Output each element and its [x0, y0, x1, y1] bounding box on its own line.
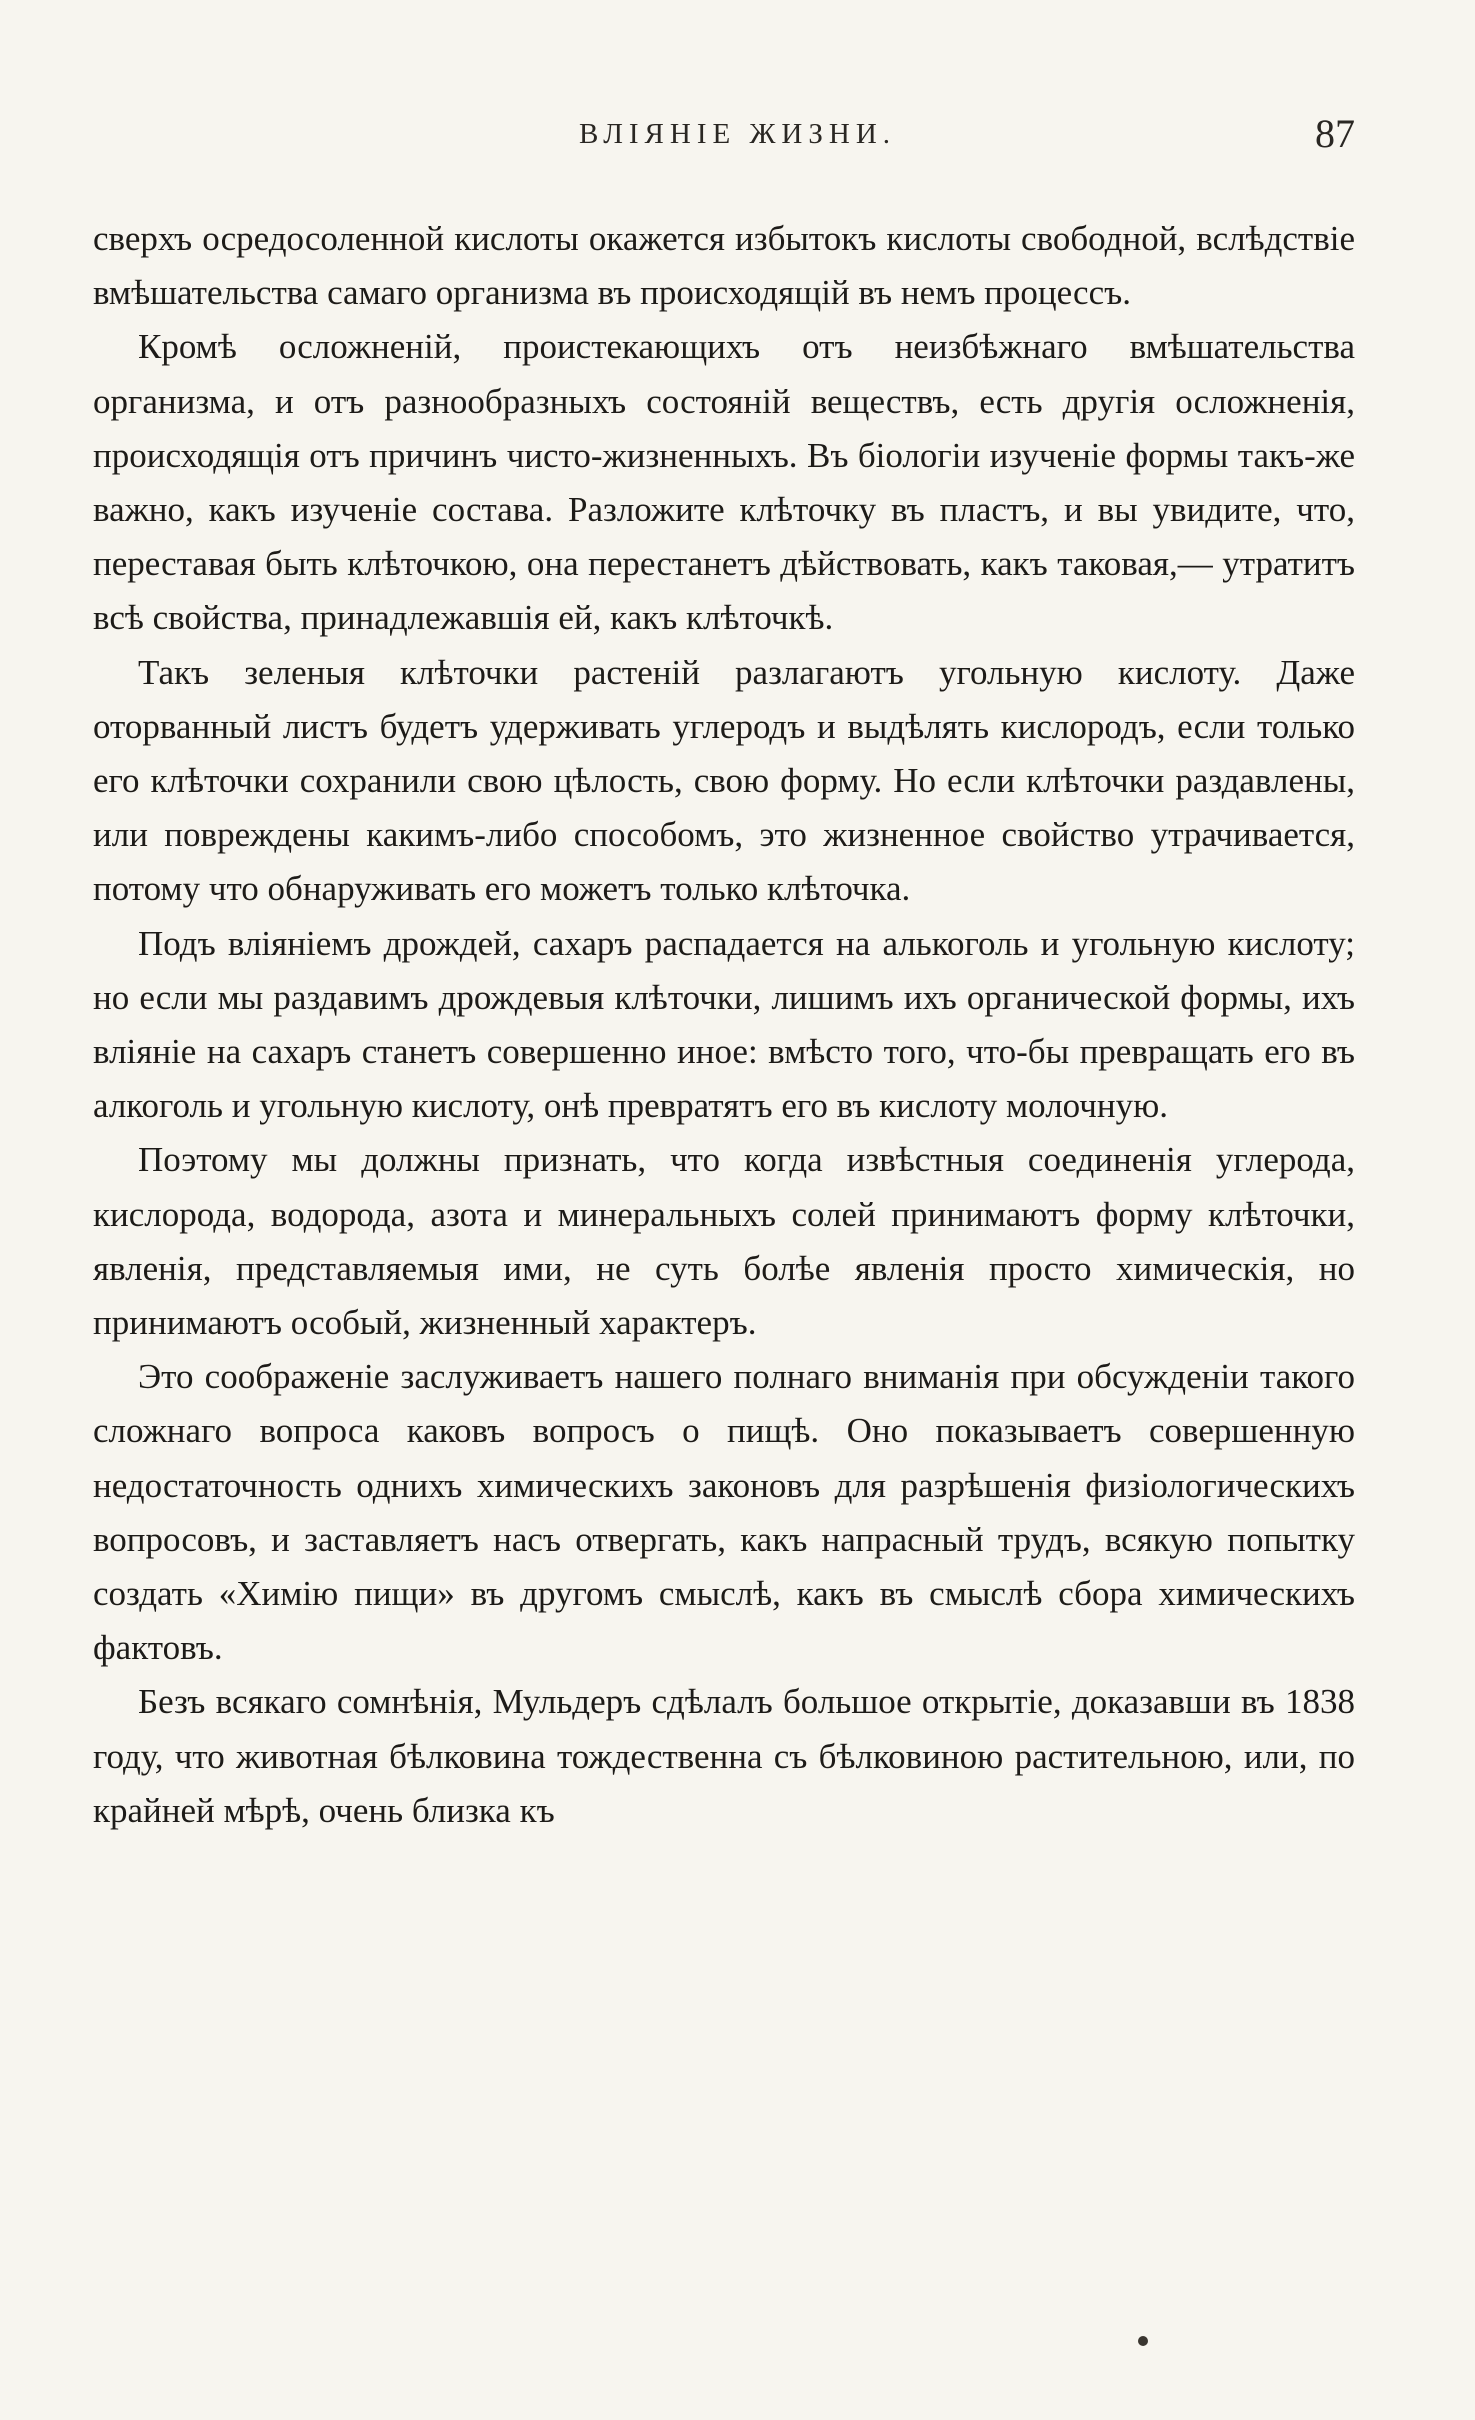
paragraph-3: Такъ зеленыя клѣточки растеній разлагаютъ угольную кислоту. Даже оторванный листъ будетъ удерживать углеродъ и выдѣлять кислородъ, если только его клѣточки сохранили свою цѣлость, свою форму. Но если клѣточки раздавлены, или повреждены какимъ-либо способомъ, это жизненное свойство утрачивается, потому что обнаруживать его можетъ только клѣточка. — [93, 652, 1355, 909]
paragraph-2: Кромѣ осложненій, проистекающихъ отъ неизбѣжнаго вмѣшательства организма, и отъ разнообразныхъ состояній веществъ, есть другія осложненія, происходящія отъ причинъ чисто-жизненныхъ. Въ біологіи изученіе формы такъ-же важно, какъ изученіе состава. Разложите клѣточку въ пластъ, и вы увидите, что, переставая быть клѣточкою, она перестанетъ дѣйствовать, какъ таковая,— утратитъ всѣ свойства, принадлежавшія ей, какъ клѣточкѣ. — [93, 327, 1355, 638]
page-number: 87 — [1315, 111, 1355, 156]
paragraph-7: Безъ всякаго сомнѣнія, Мульдеръ сдѣлалъ большое открытіе, доказавши въ 1838 году, что животная бѣлковина тождественна съ бѣлковиною растительною, или, по крайней мѣрѣ, очень близка къ — [93, 1682, 1355, 1830]
ink-dot-mark — [1138, 2336, 1148, 2346]
running-title: ВЛІЯНІЕ ЖИЗНИ. — [578, 118, 897, 150]
paragraph-5: Поэтому мы должны признать, что когда извѣстныя соединенія углерода, кислорода, водорода, азота и минеральныхъ солей принимаютъ форму клѣточки, явленія, представляемыя ими, не суть болѣе явленія просто химическія, но принимаютъ особый, жизненный характеръ. — [93, 1140, 1355, 1343]
paragraph-1: сверхъ осредосоленной кислоты окажется избытокъ кислоты свободной, вслѣдствіе вмѣшательства самаго организма въ происходящій въ немъ процессъ. — [93, 219, 1355, 313]
body-text — [93, 212, 1355, 1838]
paragraph-6: Это соображеніе заслуживаетъ нашего полнаго вниманія при обсужденіи такого сложнаго вопроса каковъ вопросъ о пищѣ. Оно показываетъ совершенную недостаточность однихъ химическихъ законовъ для разрѣшенія физіологическихъ вопросовъ, и заставляетъ насъ отвергать, какъ напрасный трудъ, всякую попытку создать «Химію пищи» въ другомъ смыслѣ, какъ въ смыслѣ сбора химическихъ фактовъ. — [93, 1357, 1355, 1668]
paragraph-4: Подъ вліяніемъ дрождей, сахаръ распадается на алькоголь и угольную кислоту; но если мы раздавимъ дрождевыя клѣточки, лишимъ ихъ органической формы, ихъ вліяніе на сахаръ станетъ совершенно иное: вмѣсто того, что-бы превращать его въ алкоголь и угольную кислоту, онѣ превратятъ его въ кислоту молочную. — [93, 923, 1355, 1126]
